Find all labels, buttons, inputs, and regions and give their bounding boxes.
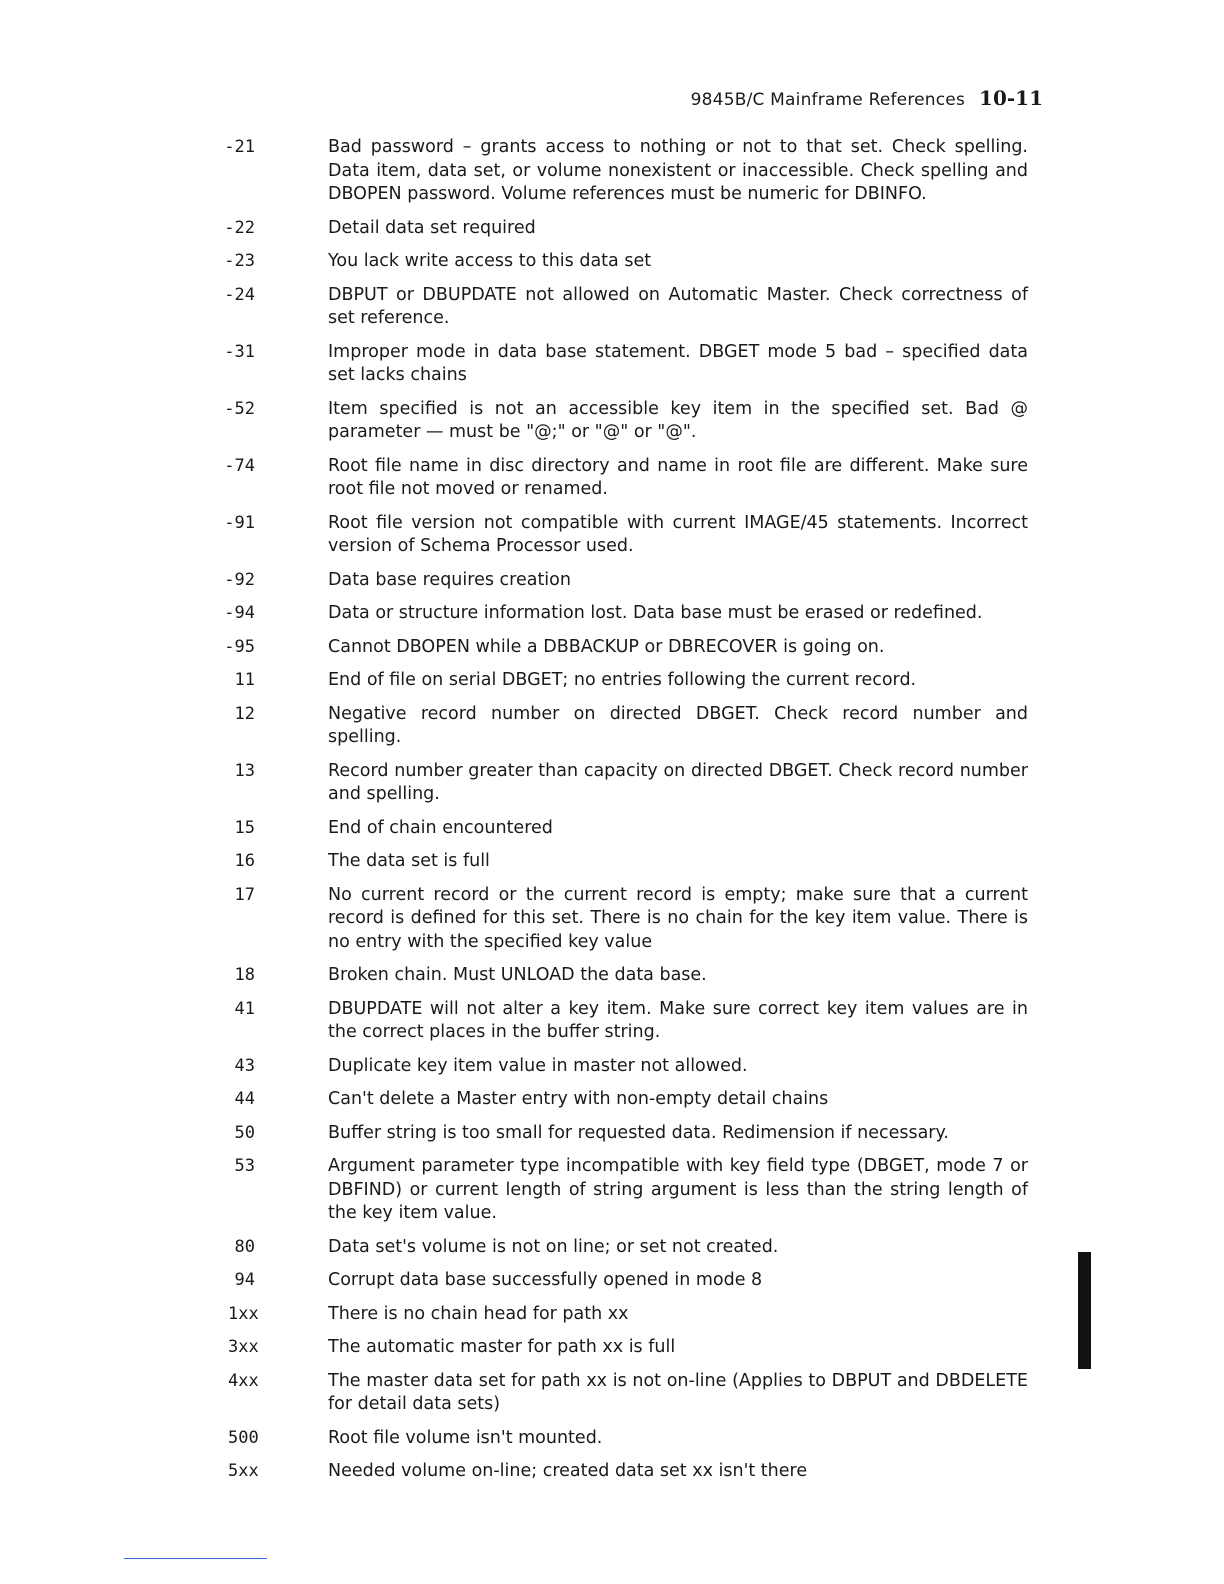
error-description: There is no chain head for path xx — [328, 1303, 629, 1324]
error-description: Cannot DBOPEN while a DBBACKUP or DBRECOVER is going on. — [328, 636, 885, 657]
error-entry — [0, 602, 1224, 626]
error-description: End of file on serial DBGET; no entries following the current record. — [328, 670, 917, 690]
error-entry — [0, 1427, 1224, 1451]
error-entry — [0, 1303, 1224, 1327]
error-code: 80 — [234, 1236, 255, 1257]
error-code: 12 — [234, 703, 255, 724]
error-entry — [0, 250, 1224, 274]
error-description: Corrupt data base successfully opened in mode 8 — [328, 1270, 763, 1290]
error-description: Needed volume on-line; created data set xx isn't there — [328, 1461, 808, 1481]
error-entry — [0, 703, 1224, 750]
error-code: 5xx — [228, 1461, 259, 1481]
error-entry — [0, 1088, 1224, 1112]
error-entry — [0, 884, 1224, 955]
error-code: -91 — [224, 512, 255, 533]
error-description: Record number greater than capacity on directed DBGET. Check record number and spelling. — [328, 760, 1028, 804]
error-code: 11 — [234, 670, 255, 690]
error-description: End of chain encountered — [328, 817, 553, 838]
page-number: 10-11 — [979, 86, 1043, 110]
error-description: Bad password – grants access to nothing or not to that set. Check spelling. Data item, data set, or volume nonexistent or inaccessible. Check spelling and DBOPEN password. Volume references must be numeric for DBINFO. — [328, 137, 1028, 204]
error-description: Root file name in disc directory and name in root file are different. Make sure root file not moved or renamed. — [328, 455, 1028, 499]
error-code: -31 — [224, 341, 255, 362]
error-entry — [0, 964, 1224, 988]
error-description: You lack write access to this data set — [328, 251, 652, 271]
footer-rule — [124, 1558, 267, 1559]
error-entry — [0, 1055, 1224, 1079]
error-code: 500 — [228, 1427, 259, 1448]
error-description: Argument parameter type incompatible with key field type (DBGET, mode 7 or DBFIND) or current length of string argument is less than the string length of the key item value. — [328, 1156, 1028, 1223]
error-description: Data set's volume is not on line; or set not created. — [328, 1236, 779, 1257]
error-entry — [0, 217, 1224, 241]
page-header — [691, 86, 1043, 110]
error-description: Can't delete a Master entry with non-empty detail chains — [328, 1089, 829, 1109]
error-code: -74 — [224, 455, 255, 476]
error-entry — [0, 398, 1224, 445]
error-code: -23 — [224, 251, 255, 271]
error-description: Improper mode in data base statement. DBGET mode 5 bad – specified data set lacks chains — [328, 341, 1028, 385]
error-code: -94 — [224, 603, 255, 623]
error-entry — [0, 1155, 1224, 1226]
error-code: -22 — [224, 217, 255, 238]
error-entry — [0, 512, 1224, 559]
error-code: -52 — [224, 398, 255, 419]
error-code: 16 — [234, 851, 255, 871]
running-title: 9845B/C Mainframe References — [690, 90, 966, 110]
error-description: Negative record number on directed DBGET. Check record number and spelling. — [328, 703, 1028, 747]
error-code: -92 — [224, 569, 255, 590]
error-code: -21 — [224, 137, 255, 157]
error-code: -95 — [224, 636, 255, 657]
error-code: 94 — [234, 1270, 255, 1290]
error-code: 13 — [234, 760, 255, 781]
error-description: The master data set for path xx is not on-line (Applies to DBPUT and DBDELETE for detail data sets) — [328, 1370, 1028, 1414]
error-entry — [0, 998, 1224, 1045]
error-entry — [0, 136, 1224, 207]
error-entry — [0, 455, 1224, 502]
error-entry — [0, 817, 1224, 841]
error-description: Data or structure information lost. Data base must be erased or redefined. — [328, 603, 983, 623]
error-code: 3xx — [228, 1337, 259, 1357]
error-entry — [0, 1236, 1224, 1260]
error-description: Root file version not compatible with current IMAGE/45 statements. Incorrect version of Schema Processor used. — [328, 512, 1028, 556]
error-code: 15 — [234, 817, 255, 838]
error-description: DBUPDATE will not alter a key item. Make sure correct key item values are in the correct places in the buffer string. — [328, 998, 1028, 1042]
error-description: The data set is full — [328, 851, 490, 871]
chapter-thumb-tab — [1078, 1252, 1091, 1369]
error-entry — [0, 850, 1224, 874]
error-code: 50 — [234, 1122, 255, 1143]
error-description: DBPUT or DBUPDATE not allowed on Automatic Master. Check correctness of set reference. — [328, 284, 1028, 328]
error-entry — [0, 341, 1224, 388]
error-code: 41 — [234, 998, 255, 1019]
error-code: 17 — [234, 884, 255, 905]
error-code: 44 — [234, 1089, 255, 1109]
error-entry — [0, 1336, 1224, 1360]
error-code: 18 — [234, 965, 255, 985]
error-code: -24 — [224, 284, 255, 305]
error-description: Item specified is not an accessible key item in the specified set. Bad @ parameter — must be "@;" or "@" or "@". — [328, 398, 1028, 442]
error-entry — [0, 569, 1224, 593]
error-entry — [0, 669, 1224, 693]
error-description: The automatic master for path xx is full — [328, 1337, 676, 1357]
error-code: 43 — [234, 1055, 255, 1076]
error-entry — [0, 760, 1224, 807]
error-code: 1xx — [228, 1303, 259, 1324]
error-description: Root file volume isn't mounted. — [328, 1427, 603, 1448]
error-code-list — [0, 136, 1224, 1494]
error-entry — [0, 1269, 1224, 1293]
error-description: No current record or the current record is empty; make sure that a current record is defined for this set. There is no chain for the key item value. There is no entry with the specified key value — [328, 884, 1028, 952]
error-description: Detail data set required — [328, 217, 536, 238]
error-entry — [0, 1122, 1224, 1146]
error-description: Duplicate key item value in master not allowed. — [328, 1055, 748, 1076]
error-description: Buffer string is too small for requested data. Redimension if necessary. — [328, 1122, 949, 1143]
error-code: 53 — [234, 1156, 255, 1176]
error-entry — [0, 636, 1224, 660]
error-description: Broken chain. Must UNLOAD the data base. — [328, 965, 707, 985]
error-entry — [0, 1370, 1224, 1417]
error-entry — [0, 1460, 1224, 1484]
error-entry — [0, 284, 1224, 331]
error-description: Data base requires creation — [328, 569, 571, 590]
error-code: 4xx — [228, 1370, 259, 1391]
